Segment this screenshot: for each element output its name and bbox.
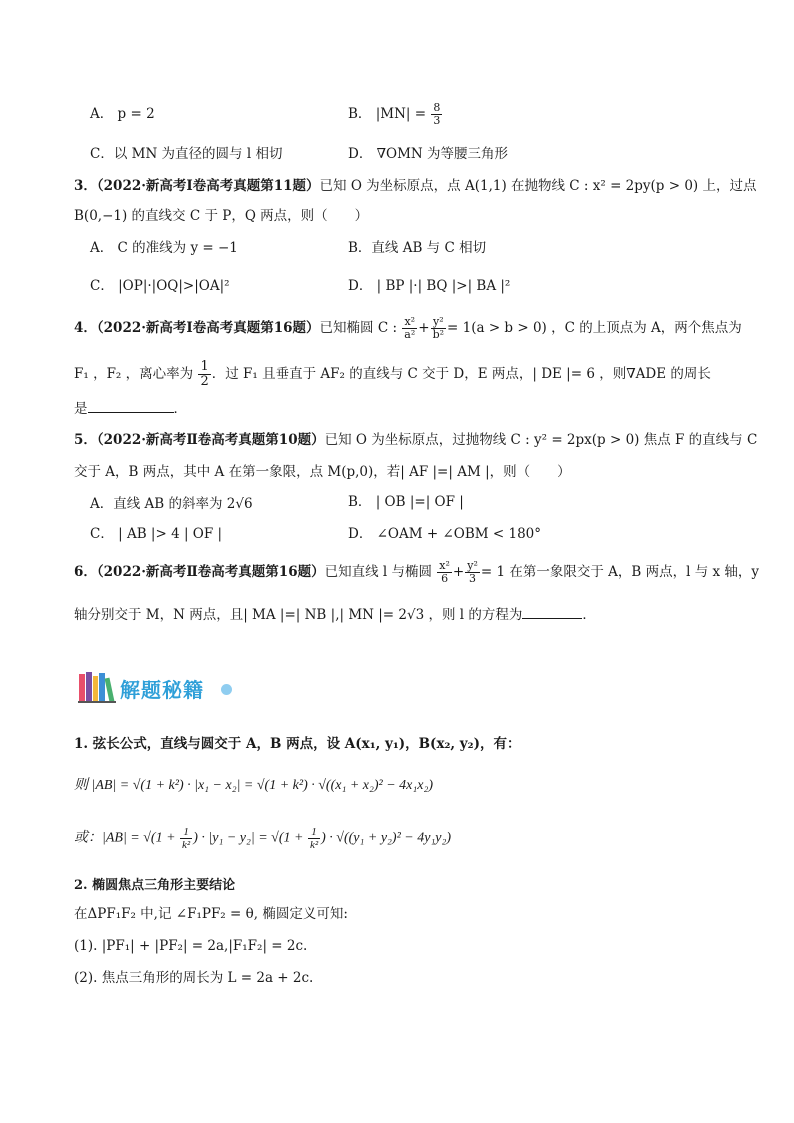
q2-option-c: C．以 MN 为直径的圆与 l 相切 bbox=[90, 146, 283, 162]
fraction-denominator: 3 bbox=[469, 572, 477, 585]
q6-text-2: 轴分别交于 M，N 两点，且| MA |=| NB |,| MN |= 2√3 ，则 l 的方程为 bbox=[74, 607, 523, 623]
q4-plus: + bbox=[418, 320, 430, 336]
q4-eccentricity-fraction bbox=[198, 360, 210, 389]
q6-line-2 bbox=[74, 604, 596, 625]
fraction-numerator: 8 bbox=[433, 101, 441, 114]
q4-text-2b: ．过 F₁ 且垂直于 AF₂ 的直线与 C 交于 D，E 两点，| DE |= 6 ，则∇ADE 的周长 bbox=[211, 366, 711, 382]
fraction-denominator: a² bbox=[404, 328, 416, 341]
tip1-formula-1: 则 |AB| = √(1 + k²) · |x₁ − x₂| = √(1 + k²) · √((x₁ + x₂)² − 4x₁x₂) bbox=[74, 778, 433, 793]
fraction-denominator: 6 bbox=[441, 572, 449, 585]
tip1-heading-text: 弦长公式，直线与圆交于 A，B 两点，设 A(x₁, y₁)，B(x₂, y₂)，有： bbox=[92, 736, 521, 752]
q4-text-2a: F₁ ，F₂ ，离心率为 bbox=[74, 366, 194, 382]
fraction-numerator: 1 bbox=[180, 826, 192, 839]
fraction-numerator: 1 bbox=[308, 826, 320, 839]
books-icon bbox=[78, 670, 118, 704]
q4-fraction-x bbox=[402, 316, 417, 341]
fraction-numerator: y² bbox=[431, 316, 446, 329]
q5-line-1 bbox=[74, 430, 757, 450]
q4-line-3 bbox=[74, 398, 187, 419]
q3-option-b: B．直线 AB 与 C 相切 bbox=[348, 240, 487, 256]
fraction-numerator: y² bbox=[467, 559, 478, 572]
q3-line-2: B(0,−1) 的直线交 C 于 P，Q 两点，则（ ） bbox=[74, 208, 369, 224]
q4-line-1 bbox=[74, 316, 742, 341]
q6-text-1a: 已知直线 l 与椭圆 bbox=[324, 564, 432, 580]
fraction-denominator: 2 bbox=[200, 374, 209, 389]
fraction-numerator: x² bbox=[402, 316, 417, 329]
q3-option-a: A． C 的准线为 y = −1 bbox=[90, 240, 238, 256]
q2-option-a: A． p = 2 bbox=[90, 106, 155, 122]
tip1-heading bbox=[74, 734, 520, 754]
section-title: 解题秘籍 bbox=[120, 678, 204, 702]
tip2-heading-text: 椭圆焦点三角形主要结论 bbox=[92, 878, 236, 893]
q3-option-c: C． |OP|·|OQ|>|OA|² bbox=[90, 278, 230, 294]
fraction-numerator: 1 bbox=[200, 359, 209, 374]
tip1-formula-2-end: ) · √((y₁ + y₂)² − 4y₁y₂) bbox=[321, 830, 452, 846]
tip2-line-1: 在ΔPF₁F₂ 中,记 ∠F₁PF₂ = θ, 椭圆定义可知: bbox=[74, 906, 348, 922]
q5-number: 5． bbox=[74, 432, 97, 448]
q5-option-c: C． | AB |> 4 | OF | bbox=[90, 526, 223, 542]
q6-number: 6． bbox=[74, 564, 97, 580]
q5-source: （2022·新高考Ⅱ卷高考真题第10题） bbox=[96, 432, 325, 448]
fraction-denominator: k² bbox=[182, 839, 191, 851]
q4-text-1b: = 1(a > b > 0) ，C 的上顶点为 A，两个焦点为 bbox=[447, 320, 742, 336]
tip2-item-1: (1). |PF₁| + |PF₂| = 2a,|F₁F₂| = 2c. bbox=[74, 938, 308, 954]
q5-option-d: D． ∠OAM + ∠OBM < 180° bbox=[348, 526, 541, 542]
q4-source: （2022·新高考Ⅰ卷高考真题第16题） bbox=[96, 320, 320, 336]
q6-line-1 bbox=[74, 560, 759, 585]
q6-answer-blank[interactable] bbox=[522, 604, 582, 619]
q6-fraction-y bbox=[465, 560, 480, 585]
q6-text-2-end: ． bbox=[582, 607, 596, 623]
q2-option-b bbox=[348, 102, 443, 127]
q6-plus: + bbox=[452, 564, 465, 580]
tip1-number: 1. bbox=[74, 736, 89, 752]
q6-source: （2022·新高考Ⅱ卷高考真题第16题） bbox=[96, 564, 325, 580]
q4-text-3: 是 bbox=[74, 401, 88, 417]
q5-line-2: 交于 A，B 两点，其中 A 在第一象限，点 M(p,0)，若| AF |=| AM |，则（ ） bbox=[74, 464, 571, 480]
tip1-formula-2-fraction-1 bbox=[180, 826, 192, 851]
q3-number: 3． bbox=[74, 178, 97, 194]
q3-line-1 bbox=[74, 176, 757, 196]
tip1-formula-2 bbox=[74, 826, 451, 851]
q5-option-a: A．直线 AB 的斜率为 2√6 bbox=[90, 496, 253, 512]
tip1-formula-2-prefix: 或：|AB| = √(1 + bbox=[74, 830, 176, 846]
fraction-denominator: 3 bbox=[433, 114, 441, 127]
tip2-number: 2. bbox=[74, 878, 88, 893]
q3-source: （2022·新高考Ⅰ卷高考真题第11题） bbox=[96, 178, 320, 194]
q5-text-1: 已知 O 为坐标原点，过抛物线 C : y² = 2px(p > 0) 焦点 F 的直线与 C bbox=[324, 432, 758, 448]
fraction-denominator: b² bbox=[432, 328, 445, 341]
tip2-heading bbox=[74, 876, 235, 896]
q4-fraction-y bbox=[431, 316, 446, 341]
q4-answer-blank[interactable] bbox=[88, 398, 174, 413]
fraction-denominator: k² bbox=[309, 839, 319, 851]
q2-option-d: D． ∇OMN 为等腰三角形 bbox=[348, 146, 509, 162]
section-decor-dot bbox=[221, 684, 232, 695]
tip2-item-2: (2). 焦点三角形的周长为 L = 2a + 2c. bbox=[74, 970, 314, 986]
q6-fraction-x bbox=[437, 560, 452, 585]
q4-text-1a: 已知椭圆 C : bbox=[319, 320, 397, 336]
tip1-formula-2-fraction-2 bbox=[308, 826, 320, 851]
q2-option-b-prefix: B． |MN| = bbox=[348, 106, 427, 122]
fraction-numerator: x² bbox=[439, 559, 450, 572]
q5-option-b: B． | OB |=| OF | bbox=[348, 494, 464, 510]
q6-text-1b: = 1 在第一象限交于 A，B 两点，l 与 x 轴，y bbox=[480, 564, 760, 580]
q4-number: 4． bbox=[74, 320, 97, 336]
tip1-formula-2-mid: ) · |y₁ − y₂| = √(1 + bbox=[193, 830, 304, 846]
q4-line-2 bbox=[74, 360, 711, 389]
q3-text-1: 已知 O 为坐标原点，点 A(1,1) 在抛物线 C : x² = 2py(p > 0) 上，过点 bbox=[319, 178, 757, 194]
q4-text-3-end: ． bbox=[173, 401, 187, 417]
q3-option-d: D． | BP |·| BQ |>| BA |² bbox=[348, 278, 511, 294]
q2-option-b-fraction bbox=[431, 102, 442, 127]
